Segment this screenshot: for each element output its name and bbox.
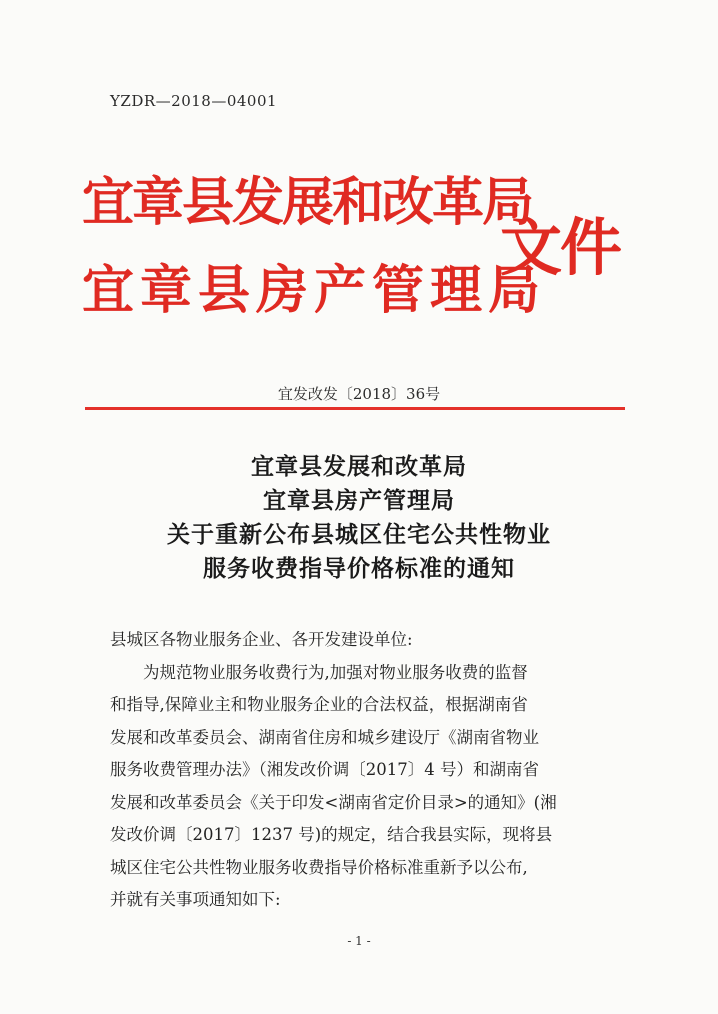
salutation: 县城区各物业服务企业、各开发建设单位:	[110, 630, 413, 649]
issuer-line-1: 宜章县发展和改革局	[82, 172, 533, 233]
body-line-2: 和指导,保障业主和物业服务企业的合法权益，根据湖南省	[110, 695, 528, 714]
page-number: - 1 -	[347, 934, 371, 948]
issuer-header	[82, 160, 682, 350]
issuer-suffix: 文件	[500, 211, 621, 284]
issuer-line-2: 宜章县房产管理局	[82, 260, 547, 321]
body-line-8: 并就有关事项通知如下:	[110, 890, 281, 909]
title-line-4: 服务收费指导价格标准的通知	[203, 555, 515, 582]
red-separator-line	[85, 407, 625, 410]
document-number: 宜发改发〔2018〕36号	[277, 385, 441, 403]
document-title	[0, 450, 718, 586]
body-line-6: 发改价调〔2017〕1237 号)的规定，结合我县实际，现将县	[110, 825, 553, 844]
body-line-4: 服务收费管理办法》（湘发改价调〔2017〕4 号）和湖南省	[110, 760, 539, 779]
title-line-3: 关于重新公布县城区住宅公共性物业	[167, 521, 551, 548]
document-body	[110, 624, 635, 917]
body-line-5: 发展和改革委员会《关于印发<湖南省定价目录>的通知》(湘	[110, 792, 557, 812]
title-line-1: 宜章县发展和改革局	[251, 453, 467, 480]
document-code: YZDR—2018—04001	[110, 92, 278, 110]
body-line-7: 城区住宅公共性物业服务收费指导价格标准重新予以公布,	[110, 857, 528, 877]
body-line-3: 发展和改革委员会、湖南省住房和城乡建设厅《湖南省物业	[110, 727, 539, 747]
title-line-2: 宜章县房产管理局	[263, 487, 455, 514]
body-line-1: 为规范物业服务收费行为,加强对物业服务收费的监督	[143, 662, 528, 682]
